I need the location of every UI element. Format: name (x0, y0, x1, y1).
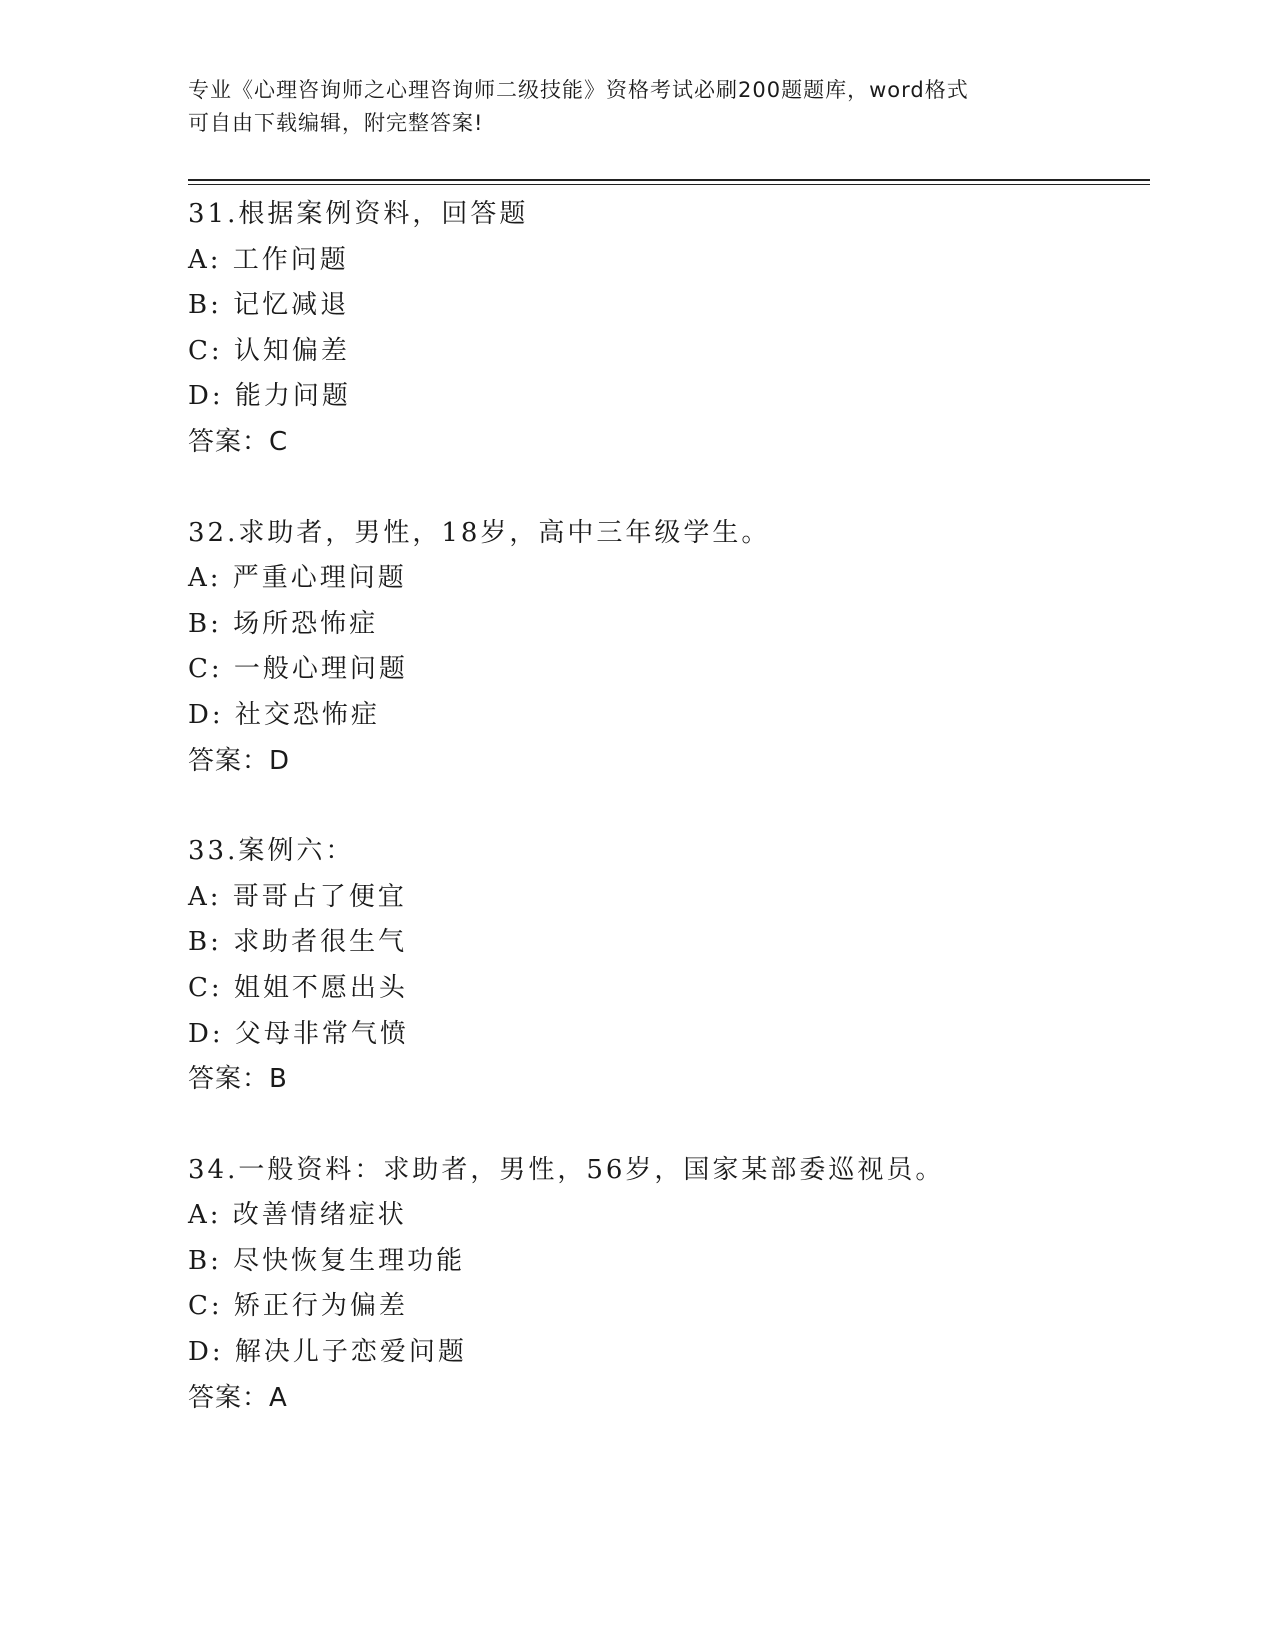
header-line-1: 专业《心理咨询师之心理咨询师二级技能》资格考试必刷200题题库，word格式 (188, 78, 969, 102)
option-a: A: 哥哥占了便宜 (188, 881, 407, 912)
question-32 (188, 511, 1148, 785)
header-divider-thick (188, 179, 1150, 181)
question-stem: 32.求助者，男性，18岁，高中三年级学生。 (188, 517, 771, 548)
option-d: D: 社交恐怖症 (188, 699, 380, 730)
option-c: C: 认知偏差 (188, 335, 350, 366)
option-d: D: 解决儿子恋爱问题 (188, 1337, 467, 1368)
question-stem: 31.根据案例资料，回答题 (188, 199, 529, 229)
question-stem: 34.一般资料：求助者，男性，56岁，国家某部委巡视员。 (188, 1154, 945, 1185)
option-a: A: 工作问题 (188, 244, 349, 275)
option-d: D: 能力问题 (188, 381, 351, 412)
question-31 (188, 192, 1148, 466)
answer-line: 答案：B (188, 1064, 288, 1095)
question-33 (188, 829, 1148, 1103)
option-a: A: 改善情绪症状 (188, 1200, 407, 1231)
answer-line: 答案：C (188, 426, 289, 457)
answer-line: 答案：A (188, 1382, 288, 1413)
option-b: B: 记忆减退 (188, 290, 350, 321)
document-header (188, 74, 1088, 140)
answer-line: 答案：D (188, 745, 291, 776)
option-d: D: 父母非常气愤 (188, 1018, 409, 1049)
question-list (188, 192, 1148, 1421)
option-b: B: 场所恐怖症 (188, 608, 379, 639)
question-stem: 33.案例六： (188, 836, 355, 867)
option-b: B: 求助者很生气 (188, 927, 408, 958)
header-divider-thin (188, 184, 1150, 185)
header-line-2: 可自由下载编辑，附完整答案! (188, 111, 484, 135)
question-34 (188, 1148, 1148, 1422)
option-c: C: 一般心理问题 (188, 654, 408, 685)
option-b: B: 尽快恢复生理功能 (188, 1245, 466, 1276)
option-c: C: 矫正行为偏差 (188, 1291, 408, 1322)
option-c: C: 姐姐不愿出头 (188, 972, 408, 1003)
option-a: A: 严重心理问题 (188, 563, 407, 594)
